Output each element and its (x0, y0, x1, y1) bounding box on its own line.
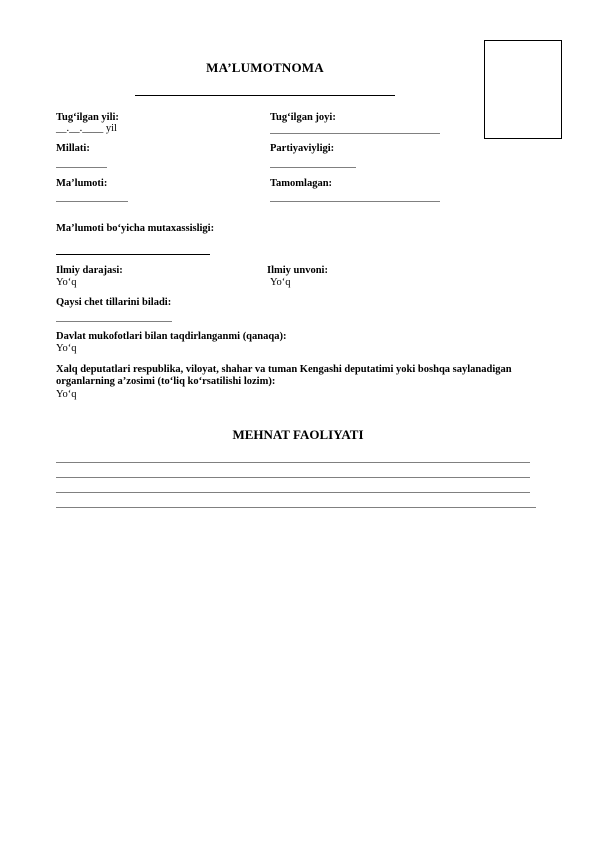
education-underline (56, 201, 128, 202)
graduated-underline (270, 201, 440, 202)
deputy-label: Xalq deputatlari respublika, viloyat, shahar va tuman Kengashi deputatimi yoki boshqa saylanadigan organlarning a’zosimi (to‘liq ko‘rsatilishi lozim): (56, 364, 512, 387)
party-label: Partiyaviyligi: (270, 143, 335, 154)
nationality-label: Millati: (56, 143, 90, 154)
languages-label: Qaysi chet tillarini biladi: (56, 297, 172, 308)
work-line-1 (56, 462, 530, 463)
degree-label: Ilmiy darajasi: (56, 265, 123, 276)
specialty-label: Ma’lumoti bo‘yicha mutaxassisligi: (56, 223, 215, 234)
document-title: MA’LUMOTNOMA (206, 60, 324, 75)
name-underline (135, 95, 395, 96)
work-line-4 (56, 507, 536, 508)
education-label: Ma’lumoti: (56, 178, 108, 189)
work-line-2 (56, 477, 530, 478)
awards-label: Davlat mukofotlari bilan taqdirlanganmi (qanaqa): (56, 331, 287, 342)
languages-underline (56, 321, 172, 322)
birth-place-label: Tug‘ilgan joyi: (270, 112, 336, 123)
work-section-title: MEHNAT FAOLIYATI (232, 427, 364, 442)
graduated-label: Tamomlagan: (270, 178, 333, 189)
birth-place-underline (270, 133, 440, 134)
birth-year-label: Tug‘ilgan yili: (56, 112, 119, 123)
academic-title-value: Yo‘q (270, 277, 291, 288)
academic-title-label: Ilmiy unvoni: (267, 265, 328, 276)
specialty-underline (56, 254, 210, 255)
nationality-underline (56, 167, 107, 168)
degree-value: Yo‘q (56, 277, 77, 288)
party-underline (270, 167, 356, 168)
work-line-3 (56, 492, 530, 493)
birth-year-value: __.__.____ yil (56, 123, 117, 134)
deputy-value: Yo‘q (56, 389, 77, 400)
awards-value: Yo‘q (56, 343, 77, 354)
photo-placeholder-box (484, 40, 562, 139)
